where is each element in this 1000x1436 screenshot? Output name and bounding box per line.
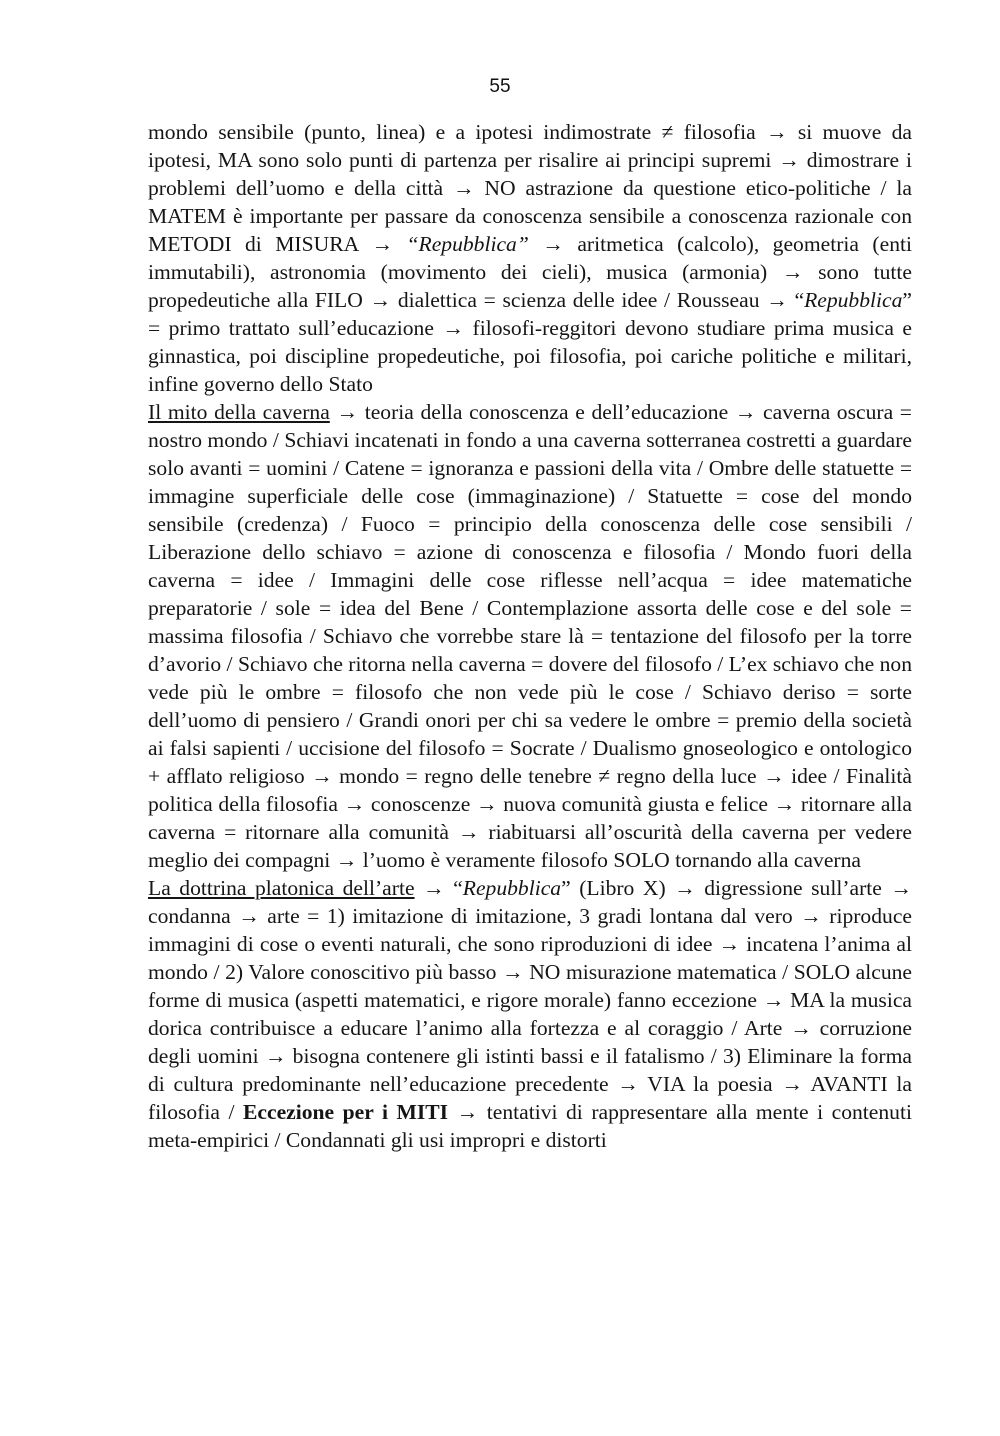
paragraph-doctrine-of-art — [148, 874, 912, 1154]
paragraph-myth-of-the-cave — [148, 398, 912, 874]
text-run: ” = primo trattato sull’educazione → filosofi-reggitori devono studiare prima musica e ginnastica, poi discipline propedeutiche, poi filosofia, poi cariche politiche e militari, infine governo dello Stato — [148, 288, 912, 396]
text-run: → “ — [414, 876, 463, 900]
section-heading-myth-of-the-cave: Il mito della caverna — [148, 400, 330, 424]
page-number: 55 — [489, 76, 511, 97]
text-run: → aritmetica (calcolo), geometria (enti immutabili), astronomia (movimento dei cieli), musica (armonia) → sono tutte propedeutiche alla FILO → dialettica = scienza delle idee / Rousseau → “ — [148, 232, 912, 312]
section-heading-doctrine-of-art: La dottrina platonica dell’arte — [148, 876, 415, 900]
page-body — [148, 118, 912, 1154]
text-run: mondo sensibile (punto, linea) e a ipotesi indimostrate ≠ filosofia → si muove da ipotesi, MA sono solo punti di partenza per risalire ai principi supremi → dimostrare i problemi dell’uomo e della città → NO astrazione da questione etico-politiche / la MATEM è importante per passare da conoscenza sensibile a conoscenza razionale con METODI di MISURA → — [148, 120, 912, 256]
italic-title-repubblica: Repubblica — [804, 288, 903, 312]
text-run: ” (Libro X) → digressione sull’arte → condanna → arte = 1) imitazione di imitazione, 3 gradi lontana dal vero → riproduce immagini di cose o eventi naturali, che sono riproduzioni di idee → incatena l’anima al mondo / 2) Valore conoscitivo più basso → NO misurazione matematica / SOLO alcune forme di musica (aspetti matematici, e rigore morale) fanno eccezione → MA la musica dorica contribuisce a educare l’animo alla fortezza e al coraggio / Arte → corruzione degli uomini → bisogna contenere gli istinti bassi e il fatalismo / 3) Eliminare la forma di cultura predominante nell’educazione precedente → VIA la poesia → AVANTI la filosofia / — [148, 876, 912, 1124]
paragraph-mathematics-education — [148, 118, 912, 398]
text-run: → teoria della conoscenza e dell’educazione → caverna oscura = nostro mondo / Schiavi incatenati in fondo a una caverna sotterranea costretti a guardare solo avanti = uomini / Catene = ignoranza e passioni della vita / Ombre delle statuette = immagine superficiale delle cose (immaginazione) / Statuette = cose del mondo sensibile (credenza) / Fuoco = principio della conoscenza delle cose sensibili / Liberazione dello schiavo = azione di conoscenza e filosofia / Mondo fuori della caverna = idee / Immagini delle cose riflesse nell’acqua = idee matematiche preparatorie / sole = idea del Bene / Contemplazione assorta delle cose e del sole = massima filosofia / Schiavo che vorrebbe stare là = tentazione del filosofo per la torre d’avorio / Schiavo che ritorna nella caverna = dovere del filosofo / L’ex schiavo che non vede più le ombre = filosofo che non vede più le cose / Schiavo deriso = sorte dell’uomo di pensiero / Grandi onori per chi sa vedere le ombre = premio della società ai falsi sapienti / uccisione del filosofo = Socrate / Dualismo gnoseologico e ontologico + afflato religioso → mondo = regno delle tenebre ≠ regno della luce → idee / Finalità politica della filosofia → conoscenze → nuova comunità giusta e felice → ritornare alla caverna = ritornare alla comunità → riabituarsi all’oscurità della caverna per vedere meglio dei compagni → l’uomo è veramente filosofo SOLO tornando alla caverna — [148, 400, 912, 872]
italic-title-repubblica: “Repubblica” — [406, 232, 529, 256]
italic-title-repubblica: Repubblica — [462, 876, 562, 900]
text-run: → tentativi di rappresentare alla mente i contenuti meta-empirici / Condannati gli usi impropri e distorti — [148, 1100, 912, 1152]
bold-exception-myths: Eccezione per i MITI — [243, 1100, 449, 1124]
